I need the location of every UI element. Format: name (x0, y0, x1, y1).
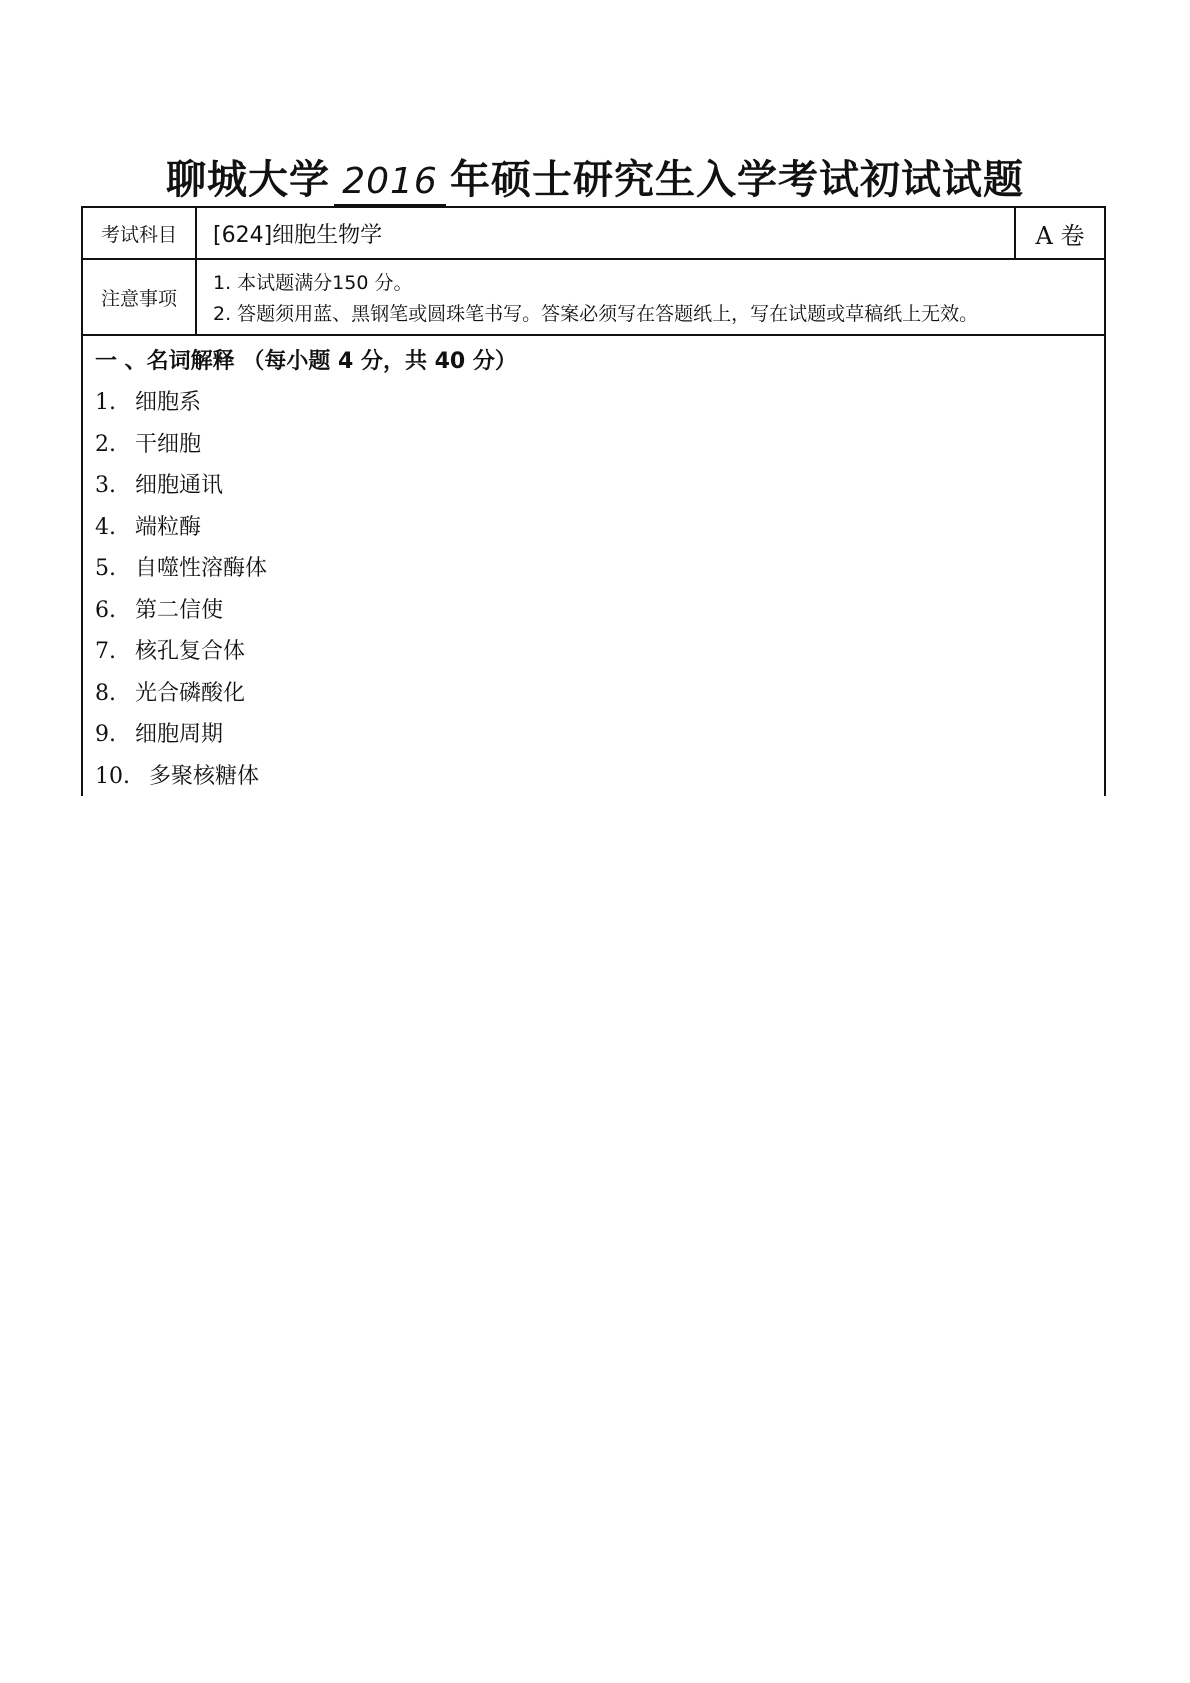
exam-frame (81, 206, 1106, 796)
question-item (95, 756, 267, 798)
question-item (95, 424, 267, 466)
question-number: 4. (95, 514, 116, 540)
question-number: 1. (95, 390, 116, 415)
subject-row (83, 208, 1104, 260)
title-prefix: 聊城大学 (166, 156, 330, 203)
question-text: 细胞通讯 (135, 473, 224, 498)
question-text: 自噬性溶酶体 (135, 556, 268, 581)
question-text: 细胞周期 (135, 722, 224, 747)
notes-list (213, 268, 978, 330)
question-item (95, 507, 267, 549)
question-number: 6. (95, 597, 116, 623)
exam-year: 2016 (334, 160, 446, 206)
question-text: 多聚核糖体 (149, 763, 260, 789)
question-item (95, 548, 267, 590)
question-item (95, 382, 267, 424)
notes-row (83, 260, 1104, 336)
question-number: 7. (95, 639, 116, 664)
volume-label: A 卷 (1014, 208, 1104, 258)
subject-label: 考试科目 (83, 208, 197, 258)
question-number: 9. (95, 722, 116, 747)
question-list (95, 382, 267, 797)
note-item: 1. 本试题满分150 分。 (213, 272, 413, 294)
question-text: 细胞系 (135, 390, 202, 415)
question-item (95, 465, 267, 507)
question-number: 5. (95, 556, 116, 581)
section-heading: 一 、名词解释 （每小题 4 分，共 40 分） (95, 349, 517, 374)
subject-value: [624]细胞生物学 (213, 222, 383, 248)
question-text: 光合磷酸化 (135, 680, 246, 706)
question-number: 10. (95, 763, 130, 789)
question-number: 8. (95, 680, 116, 706)
question-item (95, 590, 267, 632)
page-title (0, 148, 1190, 206)
question-text: 端粒酶 (135, 514, 202, 540)
question-item (95, 631, 267, 673)
title-suffix: 年硕士研究生入学考试初试试题 (450, 156, 1024, 203)
question-item (95, 714, 267, 756)
question-number: 2. (95, 431, 116, 457)
question-number: 3. (95, 473, 116, 498)
notes-label: 注意事项 (83, 260, 197, 334)
question-text: 核孔复合体 (135, 639, 246, 664)
question-item (95, 673, 267, 715)
note-item: 2. 答题须用蓝、黑钢笔或圆珠笔书写。答案必须写在答题纸上，写在试题或草稿纸上无效。 (213, 303, 979, 325)
question-text: 干细胞 (135, 431, 202, 457)
question-text: 第二信使 (135, 597, 224, 623)
